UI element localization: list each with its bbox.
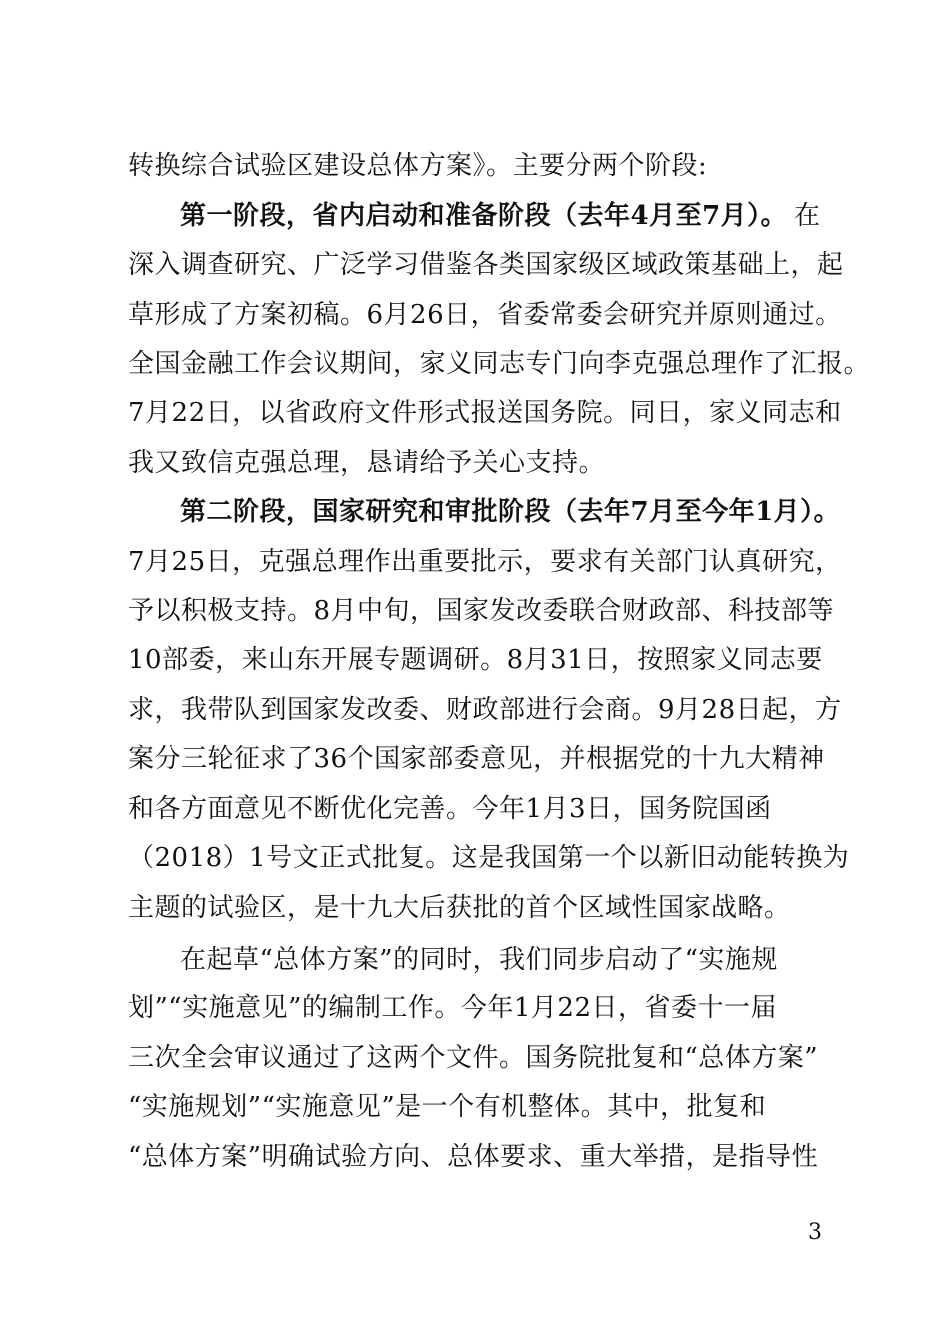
text-line: 予以积极支持。8月中旬，国家发改委联合财政部、科技部等: [128, 596, 835, 626]
text-line: 和各方面意见不断优化完善。今年1月3日，国务院国函: [128, 794, 772, 824]
text-line: 三次全会审议通过了这两个文件。国务院批复和“总体方案”: [128, 1043, 819, 1073]
text-line: 草形成了方案初稿。6月26日，省委常委会研究并原则通过。: [128, 300, 842, 330]
text-line: 深入调查研究、广泛学习借鉴各类国家级区域政策基础上，起: [128, 250, 844, 280]
text-line: 7月25日，克强总理作出重要批示，要求有关部门认真研究，: [128, 547, 842, 577]
text-line: 求，我带队到国家发改委、财政部进行会商。9月28日起，方: [128, 695, 842, 725]
text-line: “实施规划”“实施意见”是一个有机整体。其中，批复和: [128, 1092, 767, 1122]
text-line: 划”“实施意见”的编制工作。今年1月22日，省委十一届: [128, 993, 778, 1023]
text-line: 全国金融工作会议期间，家义同志专门向李克强总理作了汇报。: [128, 349, 871, 379]
text-line: 7月22日，以省政府文件形式报送国务院。同日，家义同志和: [128, 398, 842, 428]
text-line: “总体方案”明确试验方向、总体要求、重大举措，是指导性: [128, 1142, 819, 1172]
text-line: 10部委，来山东开展专题调研。8月31日，按照家义同志要: [128, 645, 823, 675]
text-line: 案分三轮征求了36个国家部委意见，并根据党的十九大精神: [128, 744, 825, 774]
text-line: （2018）1号文正式批复。这是我国第一个以新旧动能转换为: [128, 843, 850, 873]
paragraph-start-line: 在起草“总体方案”的同时，我们同步启动了“实施规: [180, 945, 778, 975]
page-number: 3: [808, 1220, 822, 1245]
section-heading-stage-1: 第一阶段，省内启动和准备阶段（去年4月至7月）。: [180, 201, 788, 231]
text-line: 转换综合试验区建设总体方案》。主要分两个阶段:: [128, 151, 708, 181]
text-line: 主题的试验区，是十九大后获批的首个区域性国家战略。: [128, 893, 791, 923]
section-heading-stage-2: 第二阶段，国家研究和审批阶段（去年7月至今年1月）。: [180, 497, 841, 527]
text-line: 我又致信克强总理，恳请给予关心支持。: [128, 448, 606, 478]
text-line: 在: [794, 201, 821, 231]
